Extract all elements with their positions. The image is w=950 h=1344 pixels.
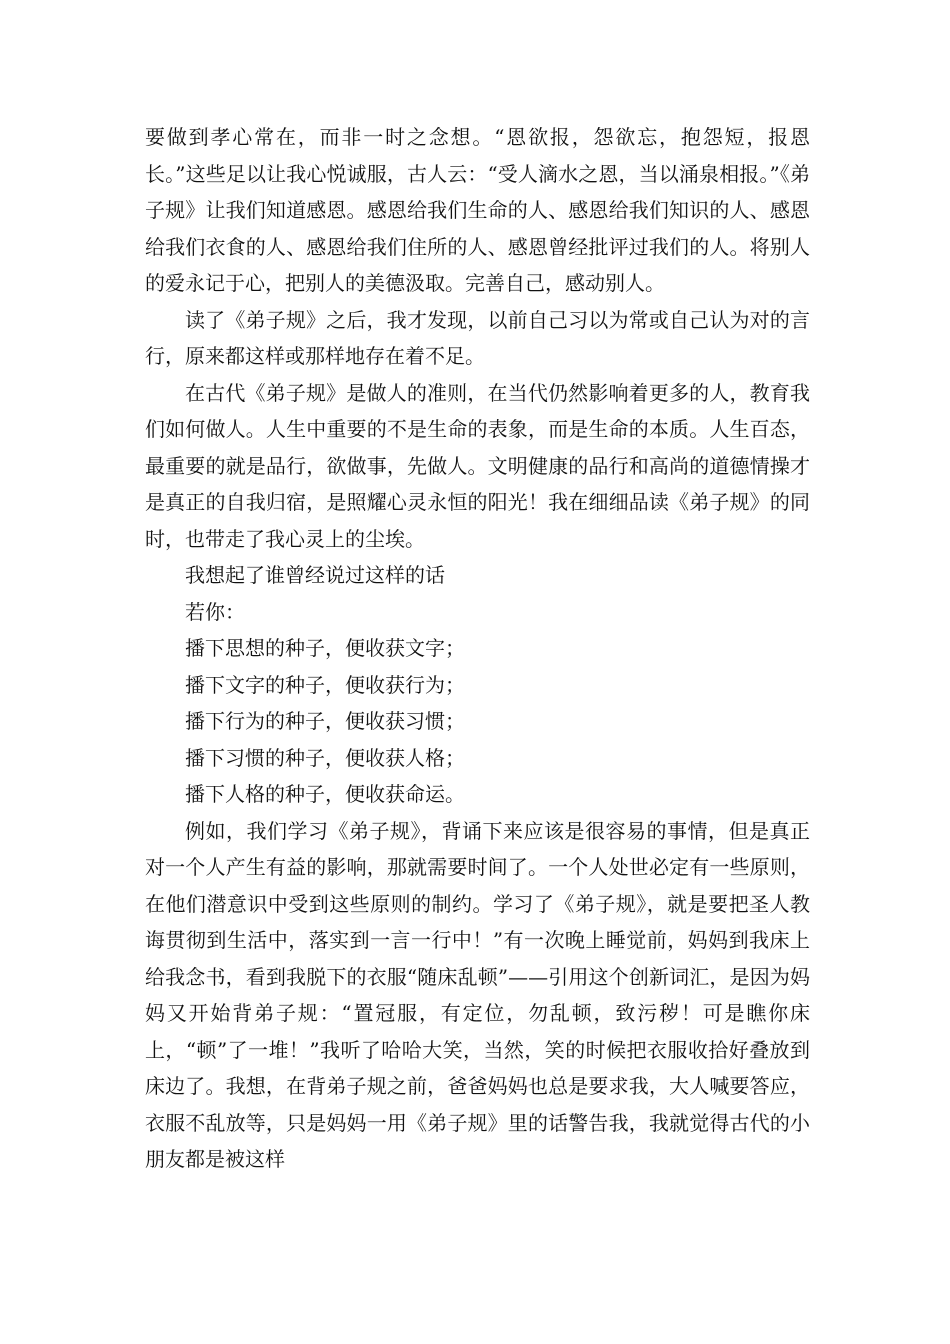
document-body: [145, 119, 810, 1178]
paragraph-reflection: 读了《弟子规》之后，我才发现，以前自己习以为常或自己认为对的言行，原来都这样或那样地存在着不足。: [145, 307, 810, 368]
poem-line-intro: 若你：: [185, 599, 245, 624]
poem-line-character: 播下人格的种子，便收获命运。: [185, 782, 465, 806]
paragraph-principles: 在古代《弟子规》是做人的准则，在当代仍然影响着更多的人，教育我们如何做人。人生中重要的不是生命的表象，而是生命的本质。人生百态，最重要的就是品行，欲做事，先做人。文明健康的品行和高尚的道德情操才是真正的自我归宿，是照耀心灵永恒的阳光！我在细细品读《弟子规》的同时，也带走了我心灵上的尘埃。: [145, 380, 810, 551]
paragraph-example: 例如，我们学习《弟子规》，背诵下来应该是很容易的事情，但是真正对一个人产生有益的影响，那就需要时间了。一个人处世必定有一些原则，在他们潜意识中受到这些原则的制约。学习了《弟子规》，就是要把圣人教诲贯彻到生活中，落实到一言一行中！”有一次晚上睡觉前，妈妈到我床上给我念书，看到我脱下的衣服“随床乱顿”——引用这个创新词汇，是因为妈妈又开始背弟子规：“置冠服，有定位，勿乱顿，致污秽！可是瞧你床上，“顿”了一堆！”我听了哈哈大笑，当然，笑的时候把衣服收拾好叠放到床边了。我想，在背弟子规之前，爸爸妈妈也总是要求我，大人喊要答应，衣服不乱放等，只是妈妈一用《弟子规》里的话警告我，我就觉得古代的小朋友都是被这样: [145, 818, 810, 1171]
paragraph-continued: 要做到孝心常在，而非一时之念想。“恩欲报，怨欲忘，抱怨短，报恩长。”这些足以让我心悦诚服，古人云：“受人滴水之恩，当以涌泉相报。”《弟子规》让我们知道感恩。感恩给我们生命的人、感恩给我们知识的人、感恩给我们衣食的人、感恩给我们住所的人、感恩曾经批评过我们的人。将别人的爱永记于心，把别人的美德汲取。完善自己，感动别人。: [145, 125, 810, 295]
poem-line-actions: 播下行为的种子，便收获习惯；: [185, 709, 465, 733]
paragraph-quote-intro: 我想起了谁曾经说过这样的话: [185, 563, 445, 587]
poem-line-words: 播下文字的种子，便收获行为；: [185, 672, 465, 697]
poem-line-habits: 播下习惯的种子，便收获人格；: [185, 745, 465, 770]
poem-line-thought: 播下思想的种子，便收获文字；: [185, 636, 465, 660]
